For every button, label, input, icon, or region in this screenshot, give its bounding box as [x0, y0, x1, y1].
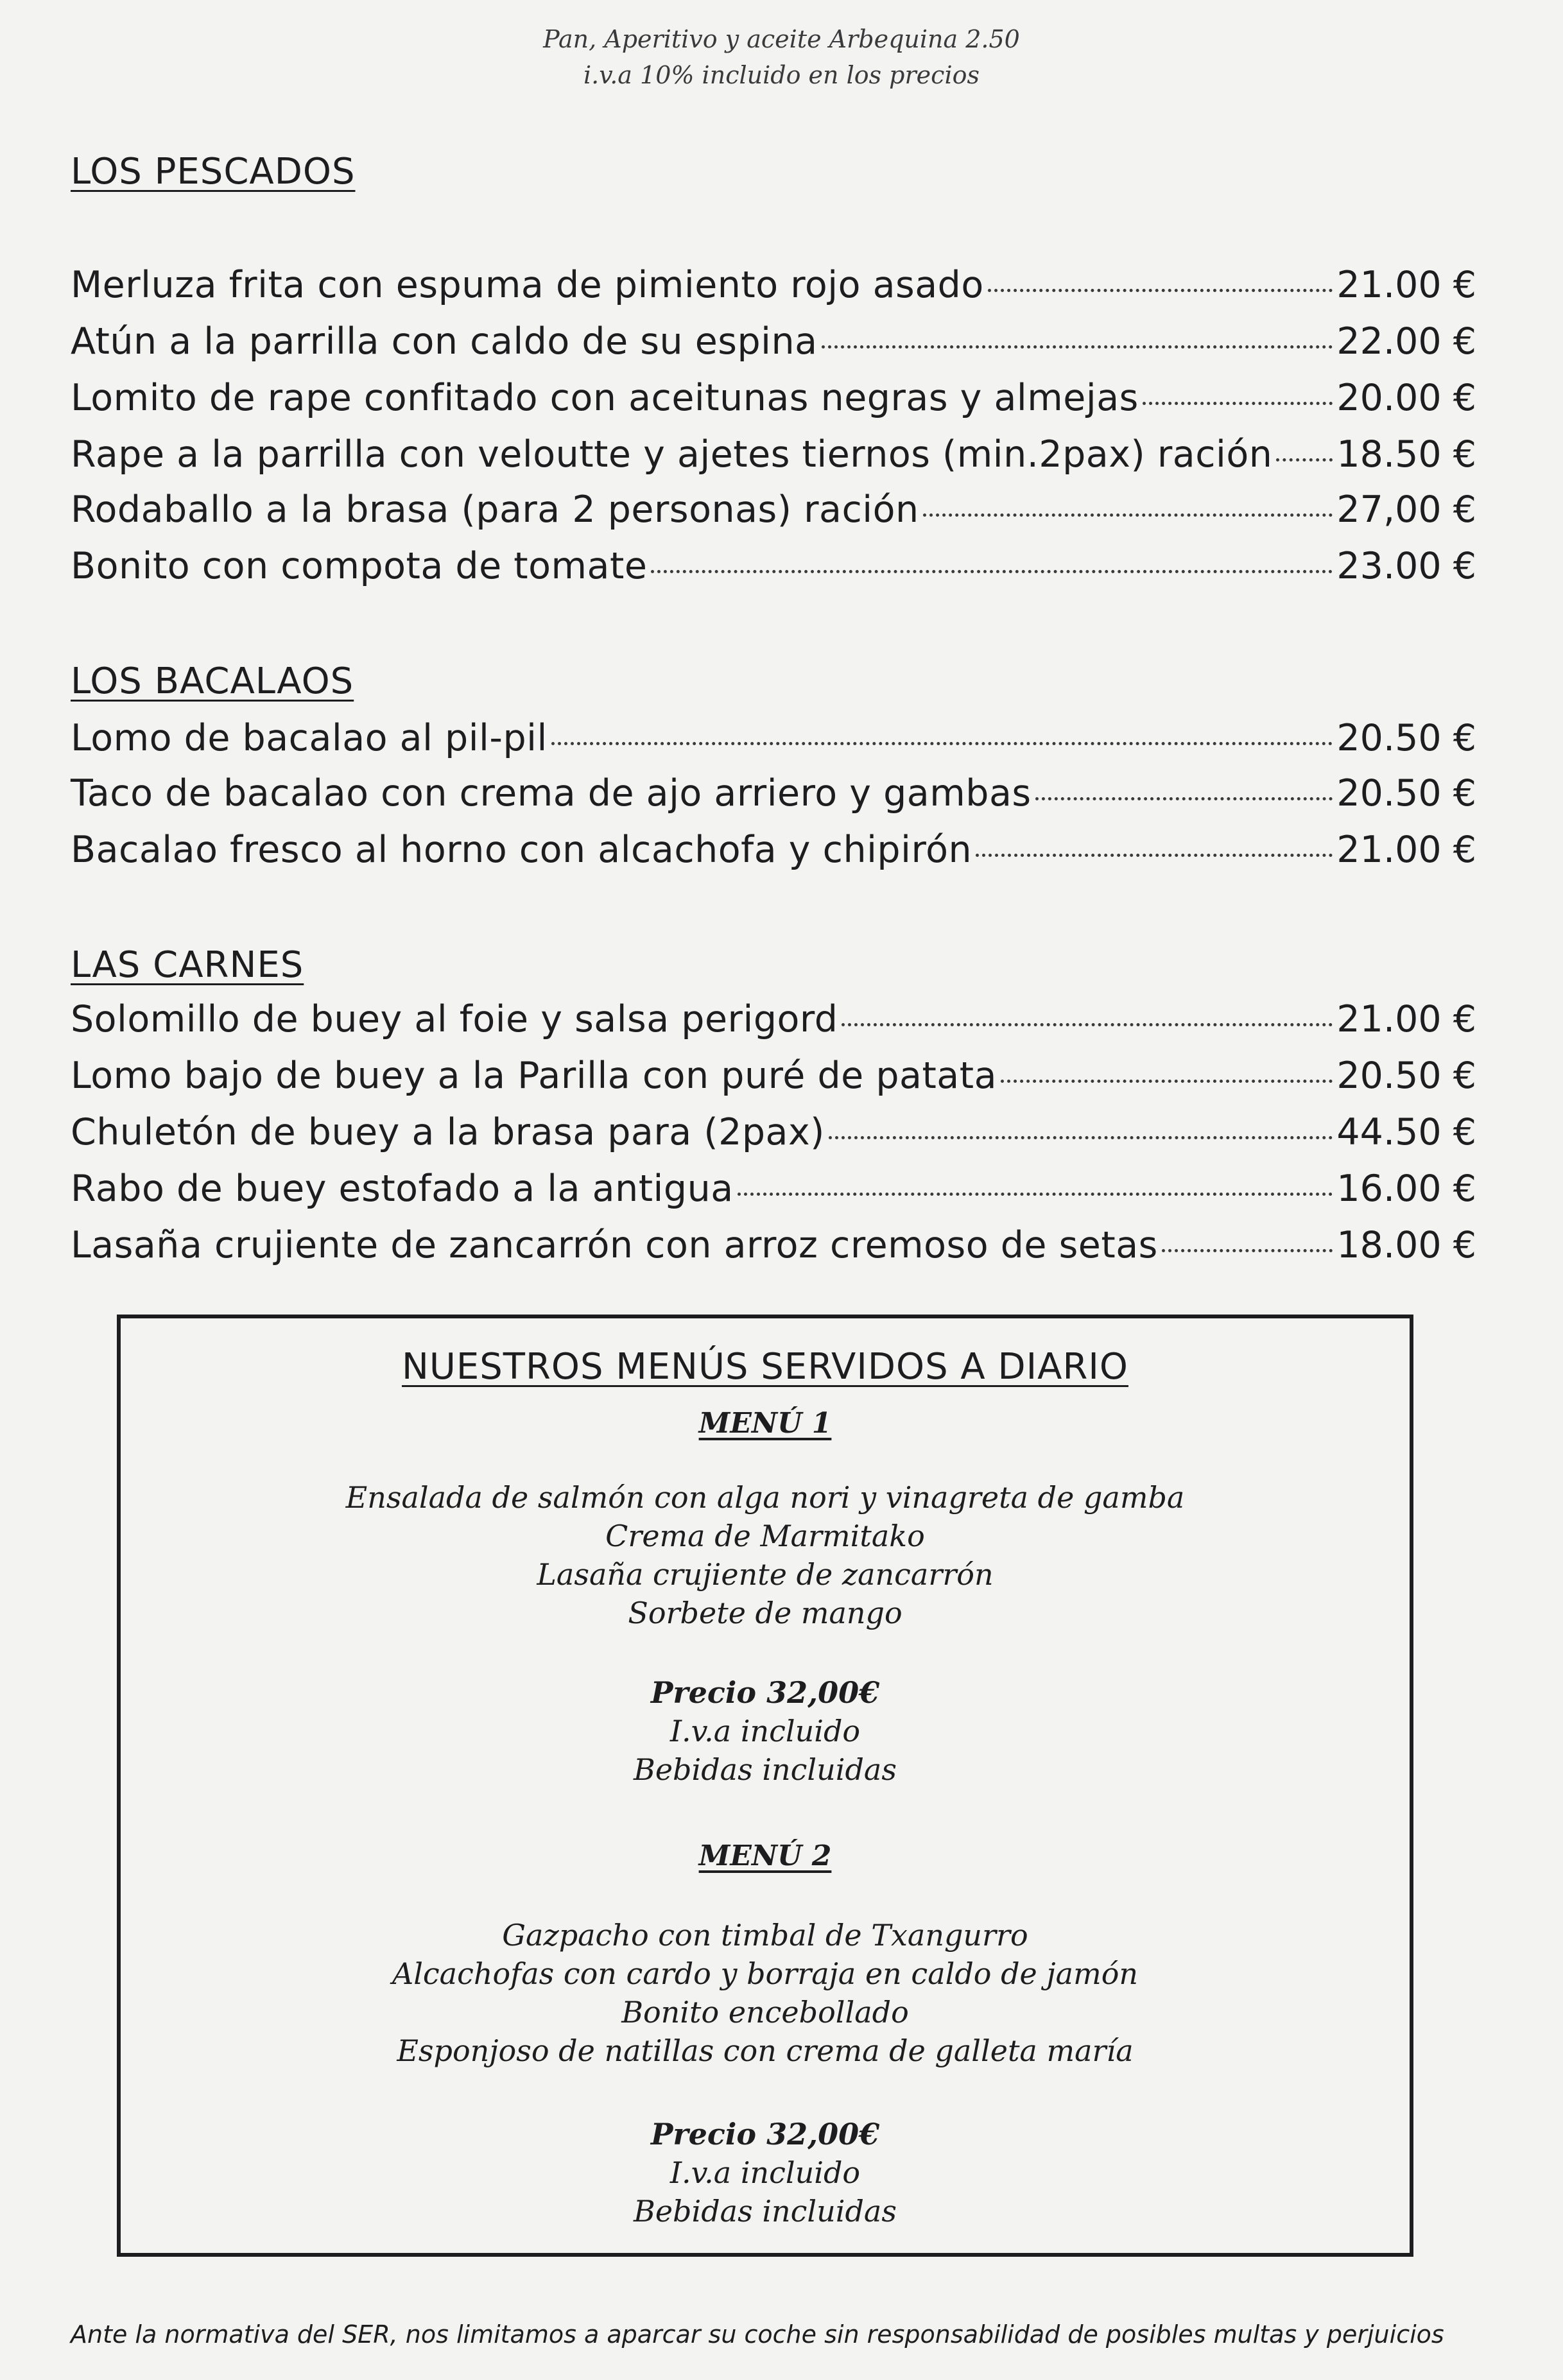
item-name: Solomillo de buey al foie y salsa perigord	[71, 998, 838, 1040]
menu-item	[71, 545, 1476, 587]
item-price: 22.00 €	[1336, 320, 1476, 363]
menu-item	[71, 377, 1476, 419]
menu-1-vat: I.v.a incluido	[669, 1714, 861, 1748]
item-name: Bonito con compota de tomate	[71, 545, 648, 587]
item-price: 21.00 €	[1336, 829, 1476, 871]
dot-leader	[923, 513, 1333, 517]
menu-item	[71, 1168, 1476, 1210]
menu-item	[71, 1111, 1476, 1153]
menu-item	[71, 772, 1476, 815]
menu-1-heading: MENÚ 1	[698, 1407, 832, 1440]
item-name: Taco de bacalao con crema de ajo arriero y gambas	[71, 772, 1032, 815]
item-price: 20.50 €	[1336, 717, 1476, 759]
menu-item	[71, 264, 1476, 306]
dot-leader	[1276, 458, 1333, 461]
daily-menus-box	[117, 1315, 1413, 2257]
menu-item	[71, 433, 1476, 476]
menu-2-price: Precio 32,00€	[650, 2117, 880, 2151]
item-name: Lomito de rape confitado con aceitunas negras y almejas	[71, 377, 1139, 419]
menu-1-dish: Sorbete de mango	[628, 1596, 902, 1630]
item-name: Rabo de buey estofado a la antigua	[71, 1168, 734, 1210]
menu-1-dish: Ensalada de salmón con alga nori y vinagreta de gamba	[345, 1480, 1185, 1515]
menu-1-dish: Crema de Marmitako	[605, 1519, 925, 1553]
item-name: Lomo de bacalao al pil-pil	[71, 717, 548, 759]
item-name: Chuletón de buey a la brasa para (2pax)	[71, 1111, 825, 1153]
menu-item	[71, 320, 1476, 363]
item-name: Lomo bajo de buey a la Parilla con puré de patata	[71, 1055, 997, 1097]
item-price: 20.00 €	[1336, 377, 1476, 419]
menu-2-heading: MENÚ 2	[698, 1840, 832, 1872]
menu-item	[71, 488, 1476, 531]
menu-item	[71, 829, 1476, 871]
menu-1-drinks: Bebidas incluidas	[634, 1752, 897, 1787]
menu-2-dish: Gazpacho con timbal de Txangurro	[502, 1918, 1028, 1953]
item-name: Rodaballo a la brasa (para 2 personas) ración	[71, 488, 919, 531]
section-title-pescados: LOS PESCADOS	[71, 151, 356, 193]
dot-leader	[842, 1023, 1333, 1026]
menu-1-dish: Lasaña crujiente de zancarrón	[537, 1557, 994, 1592]
item-name: Rape a la parrilla con veloutte y ajetes tiernos (min.2pax) ración	[71, 433, 1273, 476]
item-price: 16.00 €	[1336, 1168, 1476, 1210]
daily-menus-title: NUESTROS MENÚS SERVIDOS A DIARIO	[402, 1346, 1128, 1388]
menu-2-vat: I.v.a incluido	[669, 2155, 861, 2190]
dot-leader	[1143, 402, 1333, 405]
dot-leader	[829, 1136, 1333, 1139]
item-name: Merluza frita con espuma de pimiento rojo asado	[71, 264, 984, 306]
menu-2-drinks: Bebidas incluidas	[634, 2194, 897, 2229]
parking-notice: Ante la normativa del SER, nos limitamos a aparcar su coche sin responsabilidad de posibles multas y perjuicios	[71, 2320, 1444, 2349]
menu-2-dish: Esponjoso de natillas con crema de galleta maría	[397, 2033, 1134, 2068]
item-name: Lasaña crujiente de zancarrón con arroz cremoso de setas	[71, 1224, 1158, 1266]
item-price: 20.50 €	[1336, 1055, 1476, 1097]
dot-leader	[1162, 1249, 1333, 1252]
menu-2-dish: Bonito encebollado	[621, 1995, 909, 2030]
dot-leader	[822, 345, 1333, 349]
menu-item	[71, 1224, 1476, 1266]
menu-item	[71, 1055, 1476, 1097]
item-price: 21.00 €	[1336, 264, 1476, 306]
section-title-bacalaos: LOS BACALAOS	[71, 660, 354, 702]
item-price: 27,00 €	[1336, 488, 1476, 531]
item-price: 21.00 €	[1336, 998, 1476, 1040]
item-price: 18.50 €	[1336, 433, 1476, 476]
dot-leader	[551, 742, 1333, 745]
menu-item	[71, 717, 1476, 759]
item-price: 23.00 €	[1336, 545, 1476, 587]
dot-leader	[1001, 1080, 1333, 1083]
dot-leader	[988, 289, 1333, 292]
menu-item	[71, 998, 1476, 1040]
menu-2-dish: Alcachofas con cardo y borraja en caldo de jamón	[392, 1956, 1139, 1991]
vat-note: i.v.a 10% incluido en los precios	[583, 61, 980, 89]
dot-leader	[976, 854, 1333, 857]
dot-leader	[738, 1193, 1333, 1196]
dot-leader	[1035, 797, 1333, 800]
menu-1-price: Precio 32,00€	[650, 1675, 880, 1710]
section-title-carnes: LAS CARNES	[71, 944, 304, 986]
dot-leader	[651, 570, 1333, 573]
item-name: Bacalao fresco al horno con alcachofa y chipirón	[71, 829, 972, 871]
bread-aperitif-note: Pan, Aperitivo y aceite Arbequina 2.50	[543, 25, 1020, 53]
item-price: 44.50 €	[1336, 1111, 1476, 1153]
item-price: 20.50 €	[1336, 772, 1476, 815]
item-price: 18.00 €	[1336, 1224, 1476, 1266]
item-name: Atún a la parrilla con caldo de su espina	[71, 320, 818, 363]
